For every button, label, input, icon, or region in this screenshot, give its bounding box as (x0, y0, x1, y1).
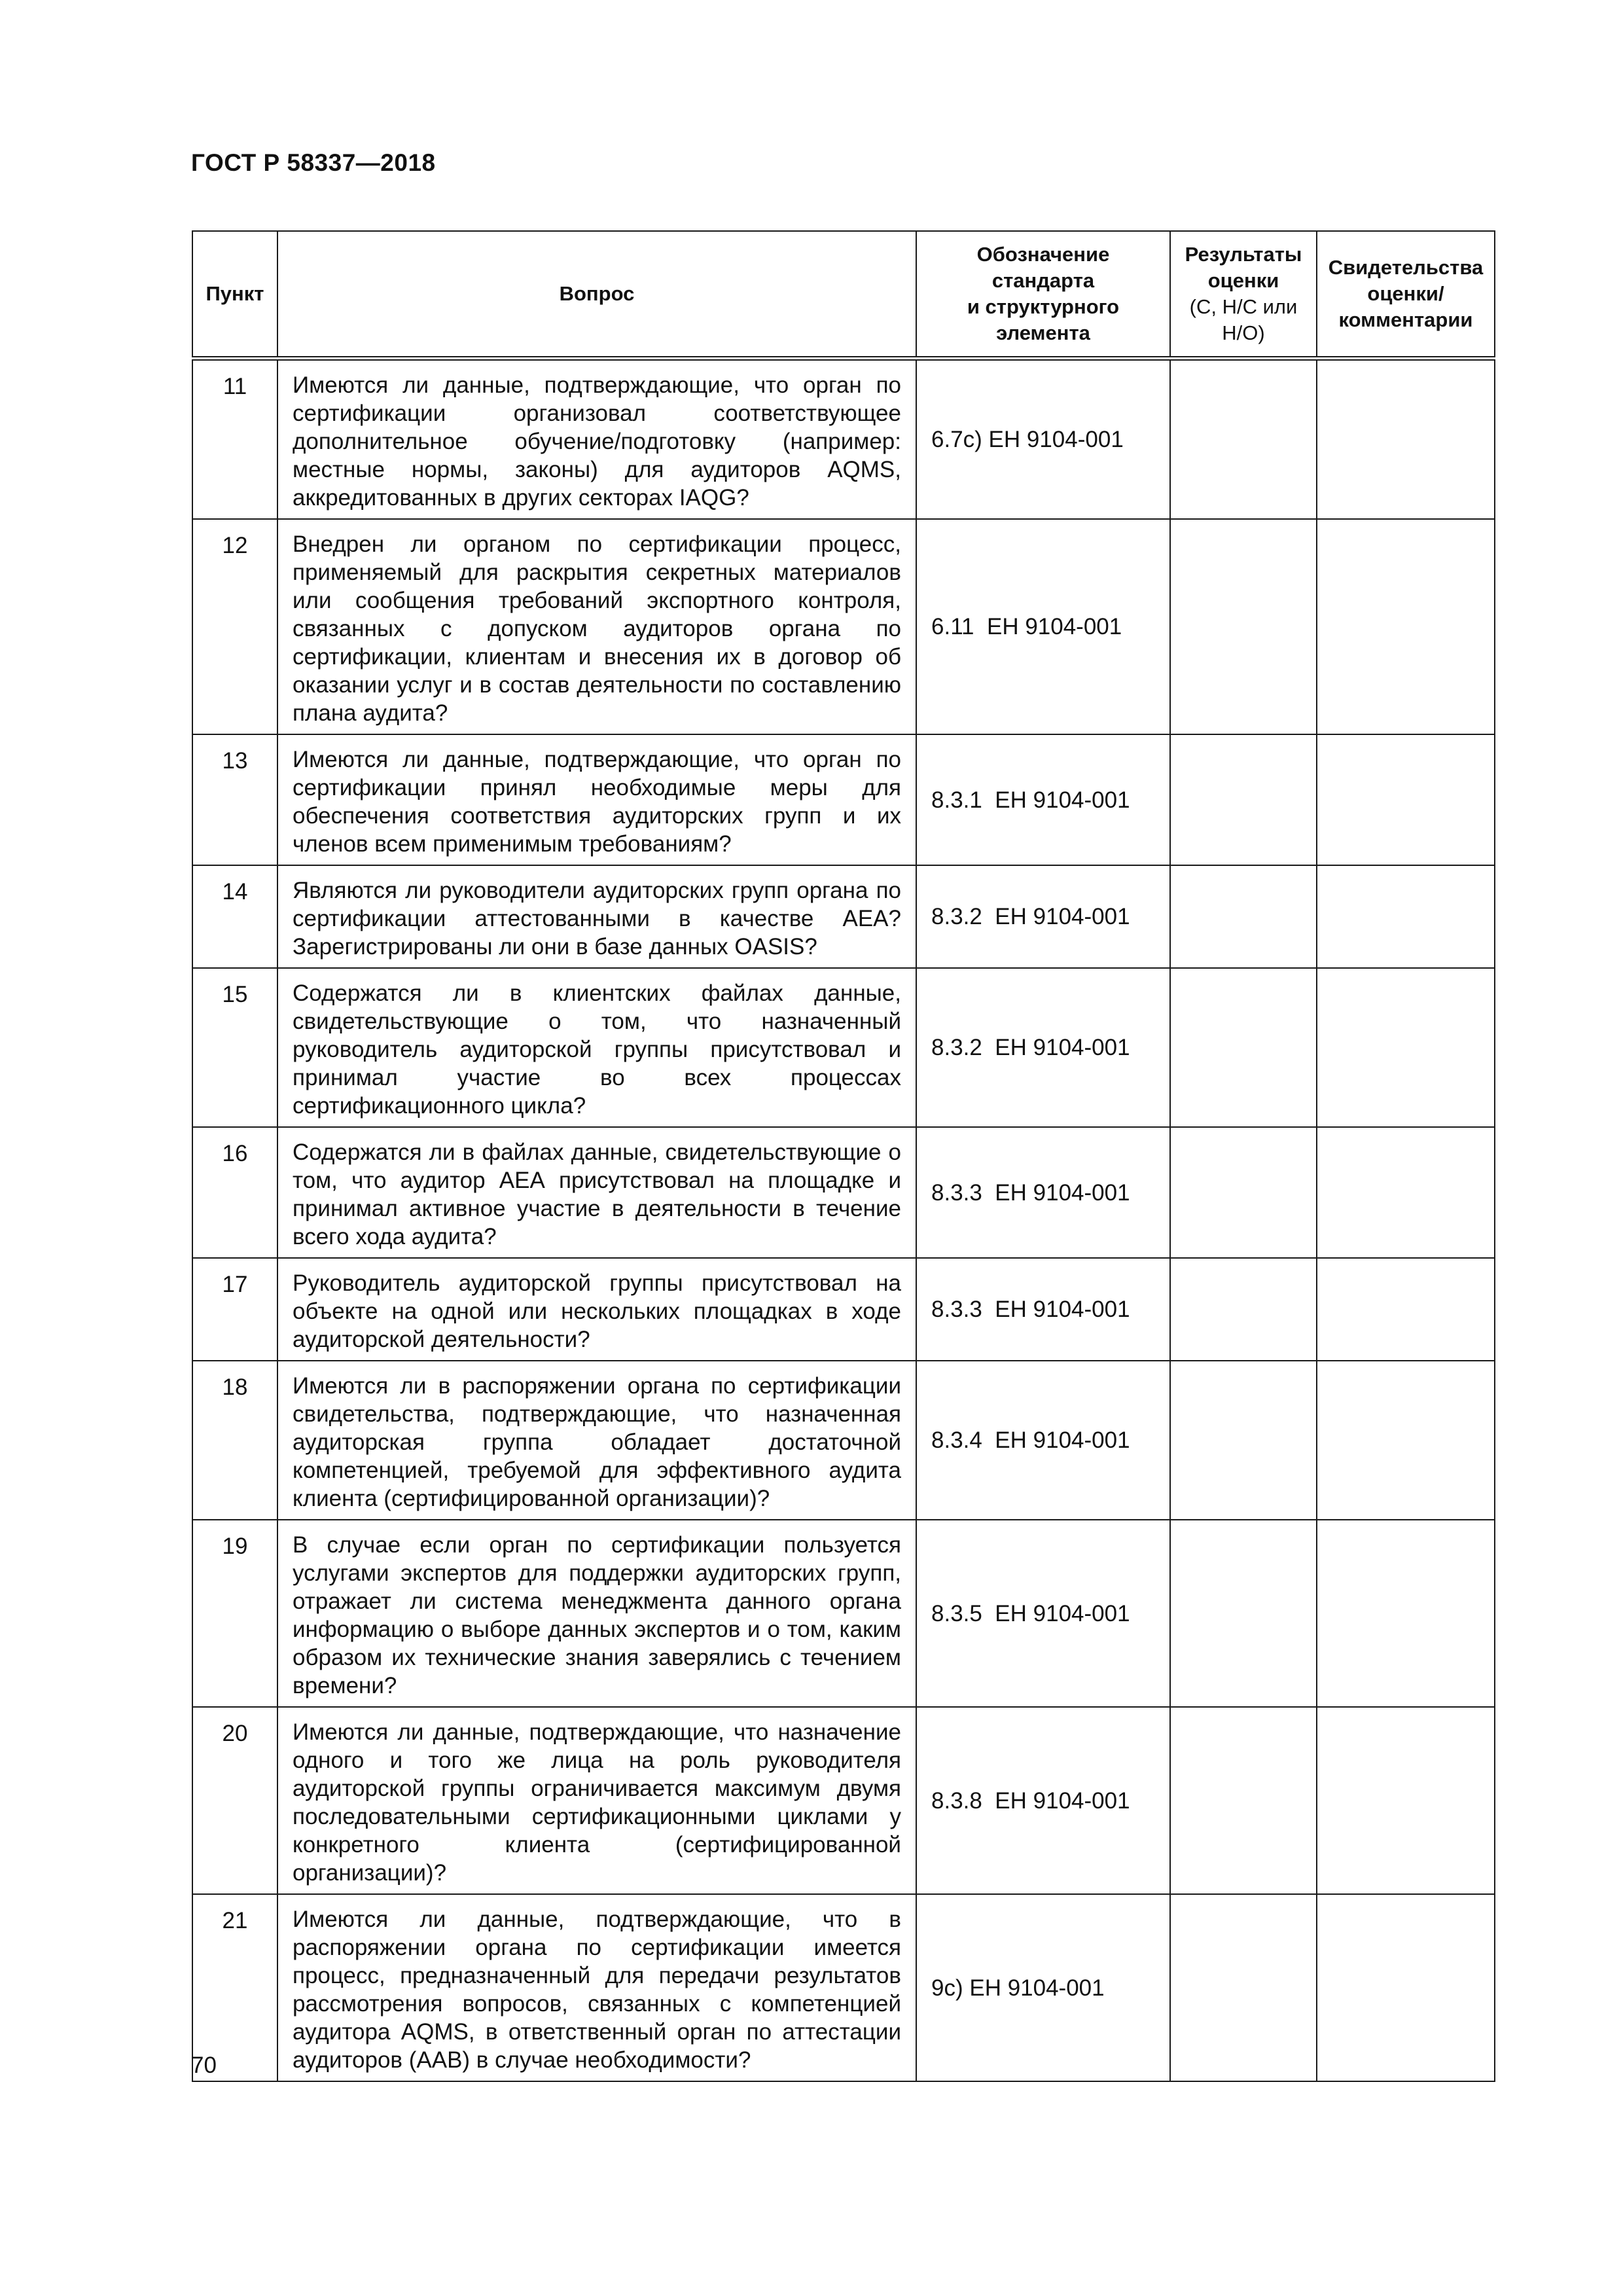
table-row (192, 865, 1495, 968)
item-number: 16 (192, 1127, 277, 1258)
table-row (192, 519, 1495, 734)
column-header-standard-line: элемента (996, 321, 1090, 344)
result-cell (1170, 1894, 1317, 2081)
table-row (192, 359, 1495, 520)
evidence-cell (1317, 519, 1495, 734)
evidence-cell (1317, 865, 1495, 968)
result-cell (1170, 1258, 1317, 1361)
item-number: 21 (192, 1894, 277, 2081)
item-number: 14 (192, 865, 277, 968)
standard-reference: 8.3.3 ЕН 9104-001 (916, 1127, 1170, 1258)
question-text: Имеются ли данные, подтверждающие, что орган по сертификации организовал соответствующее дополнительное обучение/подготовку (например: местные нормы, законы) для аудиторов AQMS, аккредитованных в других секторах IAQG? (277, 359, 916, 520)
column-header-evidence-line: комментарии (1338, 308, 1473, 331)
item-number: 13 (192, 734, 277, 865)
standard-reference: 9c) ЕН 9104-001 (916, 1894, 1170, 2081)
item-number: 17 (192, 1258, 277, 1361)
standard-reference: 8.3.5 ЕН 9104-001 (916, 1520, 1170, 1707)
result-cell (1170, 519, 1317, 734)
evidence-cell (1317, 359, 1495, 520)
item-number: 19 (192, 1520, 277, 1707)
table-header-row (192, 231, 1495, 359)
audit-checklist-table (192, 230, 1495, 2082)
standard-reference: 8.3.2 ЕН 9104-001 (916, 865, 1170, 968)
question-text: Имеются ли данные, подтверждающие, что в распоряжении органа по сертификации имеется процесс, предназначенный для передачи результатов рассмотрения вопросов, связанных с компетенцией аудитора AQMS, в ответственный орган по аттестации аудиторов (ААВ) в случае необходимости? (277, 1894, 916, 2081)
standard-reference: 8.3.4 ЕН 9104-001 (916, 1361, 1170, 1520)
column-header-results (1170, 231, 1317, 359)
evidence-cell (1317, 1361, 1495, 1520)
column-header-results-line: Результаты (1185, 243, 1302, 266)
column-header-evidence-line: оценки/ (1367, 282, 1444, 305)
item-number: 18 (192, 1361, 277, 1520)
column-header-results-line: оценки (1207, 269, 1279, 292)
document-header: ГОСТ Р 58337—2018 (191, 149, 436, 176)
standard-reference: 8.3.3 ЕН 9104-001 (916, 1258, 1170, 1361)
result-cell (1170, 359, 1317, 520)
item-number: 15 (192, 968, 277, 1127)
column-header-results-line: (С, Н/С или (1189, 295, 1298, 318)
result-cell (1170, 865, 1317, 968)
question-text: Руководитель аудиторской группы присутствовал на объекте на одной или нескольких площадках в ходе аудиторской деятельности? (277, 1258, 916, 1361)
table-row (192, 1707, 1495, 1894)
table-row (192, 1894, 1495, 2081)
table-row (192, 734, 1495, 865)
table-row (192, 968, 1495, 1127)
standard-reference: 6.7c) ЕН 9104-001 (916, 359, 1170, 520)
result-cell (1170, 734, 1317, 865)
column-header-standard-line: и структурного (967, 295, 1120, 318)
item-number: 11 (192, 359, 277, 520)
question-text: В случае если орган по сертификации пользуется услугами экспертов для поддержки аудиторских групп, отражает ли система менеджмента данного органа информацию о выборе данных экспертов и о том, каким образом их технические знания заверялись с течением времени? (277, 1520, 916, 1707)
column-header-question: Вопрос (277, 231, 916, 359)
evidence-cell (1317, 1894, 1495, 2081)
evidence-cell (1317, 1707, 1495, 1894)
column-header-standard-line: Обозначение (976, 243, 1110, 266)
evidence-cell (1317, 1520, 1495, 1707)
question-text: Содержатся ли в файлах данные, свидетельствующие о том, что аудитор АЕА присутствовал на площадке и принимал активное участие в деятельности в течение всего хода аудита? (277, 1127, 916, 1258)
result-cell (1170, 1707, 1317, 1894)
evidence-cell (1317, 1258, 1495, 1361)
evidence-cell (1317, 968, 1495, 1127)
page-number: 70 (191, 2053, 217, 2078)
question-text: Имеются ли в распоряжении органа по сертификации свидетельства, подтверждающие, что назначенная аудиторская группа обладает достаточной компетенцией, требуемой для эффективного аудита клиента (сертифицированной организации)? (277, 1361, 916, 1520)
column-header-standard (916, 231, 1170, 359)
column-header-results-line: Н/О) (1222, 321, 1265, 344)
table-row (192, 1258, 1495, 1361)
standard-reference: 8.3.2 ЕН 9104-001 (916, 968, 1170, 1127)
result-cell (1170, 1361, 1317, 1520)
table-row (192, 1127, 1495, 1258)
column-header-item: Пункт (192, 231, 277, 359)
evidence-cell (1317, 1127, 1495, 1258)
question-text: Имеются ли данные, подтверждающие, что орган по сертификации принял необходимые меры для обеспечения соответствия аудиторских групп и их членов всем применимым требованиям? (277, 734, 916, 865)
item-number: 12 (192, 519, 277, 734)
standard-reference: 8.3.8 ЕН 9104-001 (916, 1707, 1170, 1894)
evidence-cell (1317, 734, 1495, 865)
result-cell (1170, 1127, 1317, 1258)
question-text: Имеются ли данные, подтверждающие, что назначение одного и того же лица на роль руководителя аудиторской группы ограничивается максимум двумя последовательными сертификационными циклами у конкретного клиента (сертифицированной организации)? (277, 1707, 916, 1894)
table-row (192, 1520, 1495, 1707)
question-text: Содержатся ли в клиентских файлах данные, свидетельствующие о том, что назначенный руководитель аудиторской группы присутствовал и принимал участие во всех процессах сертификационного цикла? (277, 968, 916, 1127)
column-header-evidence-line: Свидетельства (1328, 256, 1484, 279)
column-header-evidence (1317, 231, 1495, 359)
result-cell (1170, 1520, 1317, 1707)
item-number: 20 (192, 1707, 277, 1894)
result-cell (1170, 968, 1317, 1127)
standard-reference: 8.3.1 ЕН 9104-001 (916, 734, 1170, 865)
table-row (192, 1361, 1495, 1520)
question-text: Являются ли руководители аудиторских групп органа по сертификации аттестованными в качестве АЕА? Зарегистрированы ли они в базе данных OASIS? (277, 865, 916, 968)
standard-reference: 6.11 ЕН 9104-001 (916, 519, 1170, 734)
column-header-standard-line: стандарта (991, 269, 1095, 292)
question-text: Внедрен ли органом по сертификации процесс, применяемый для раскрытия секретных материалов или сообщения требований экспортного контроля, связанных с допуском аудиторов органа по сертификации, клиентам и внесения их в договор об оказании услуг и в состав деятельности по составлению плана аудита? (277, 519, 916, 734)
